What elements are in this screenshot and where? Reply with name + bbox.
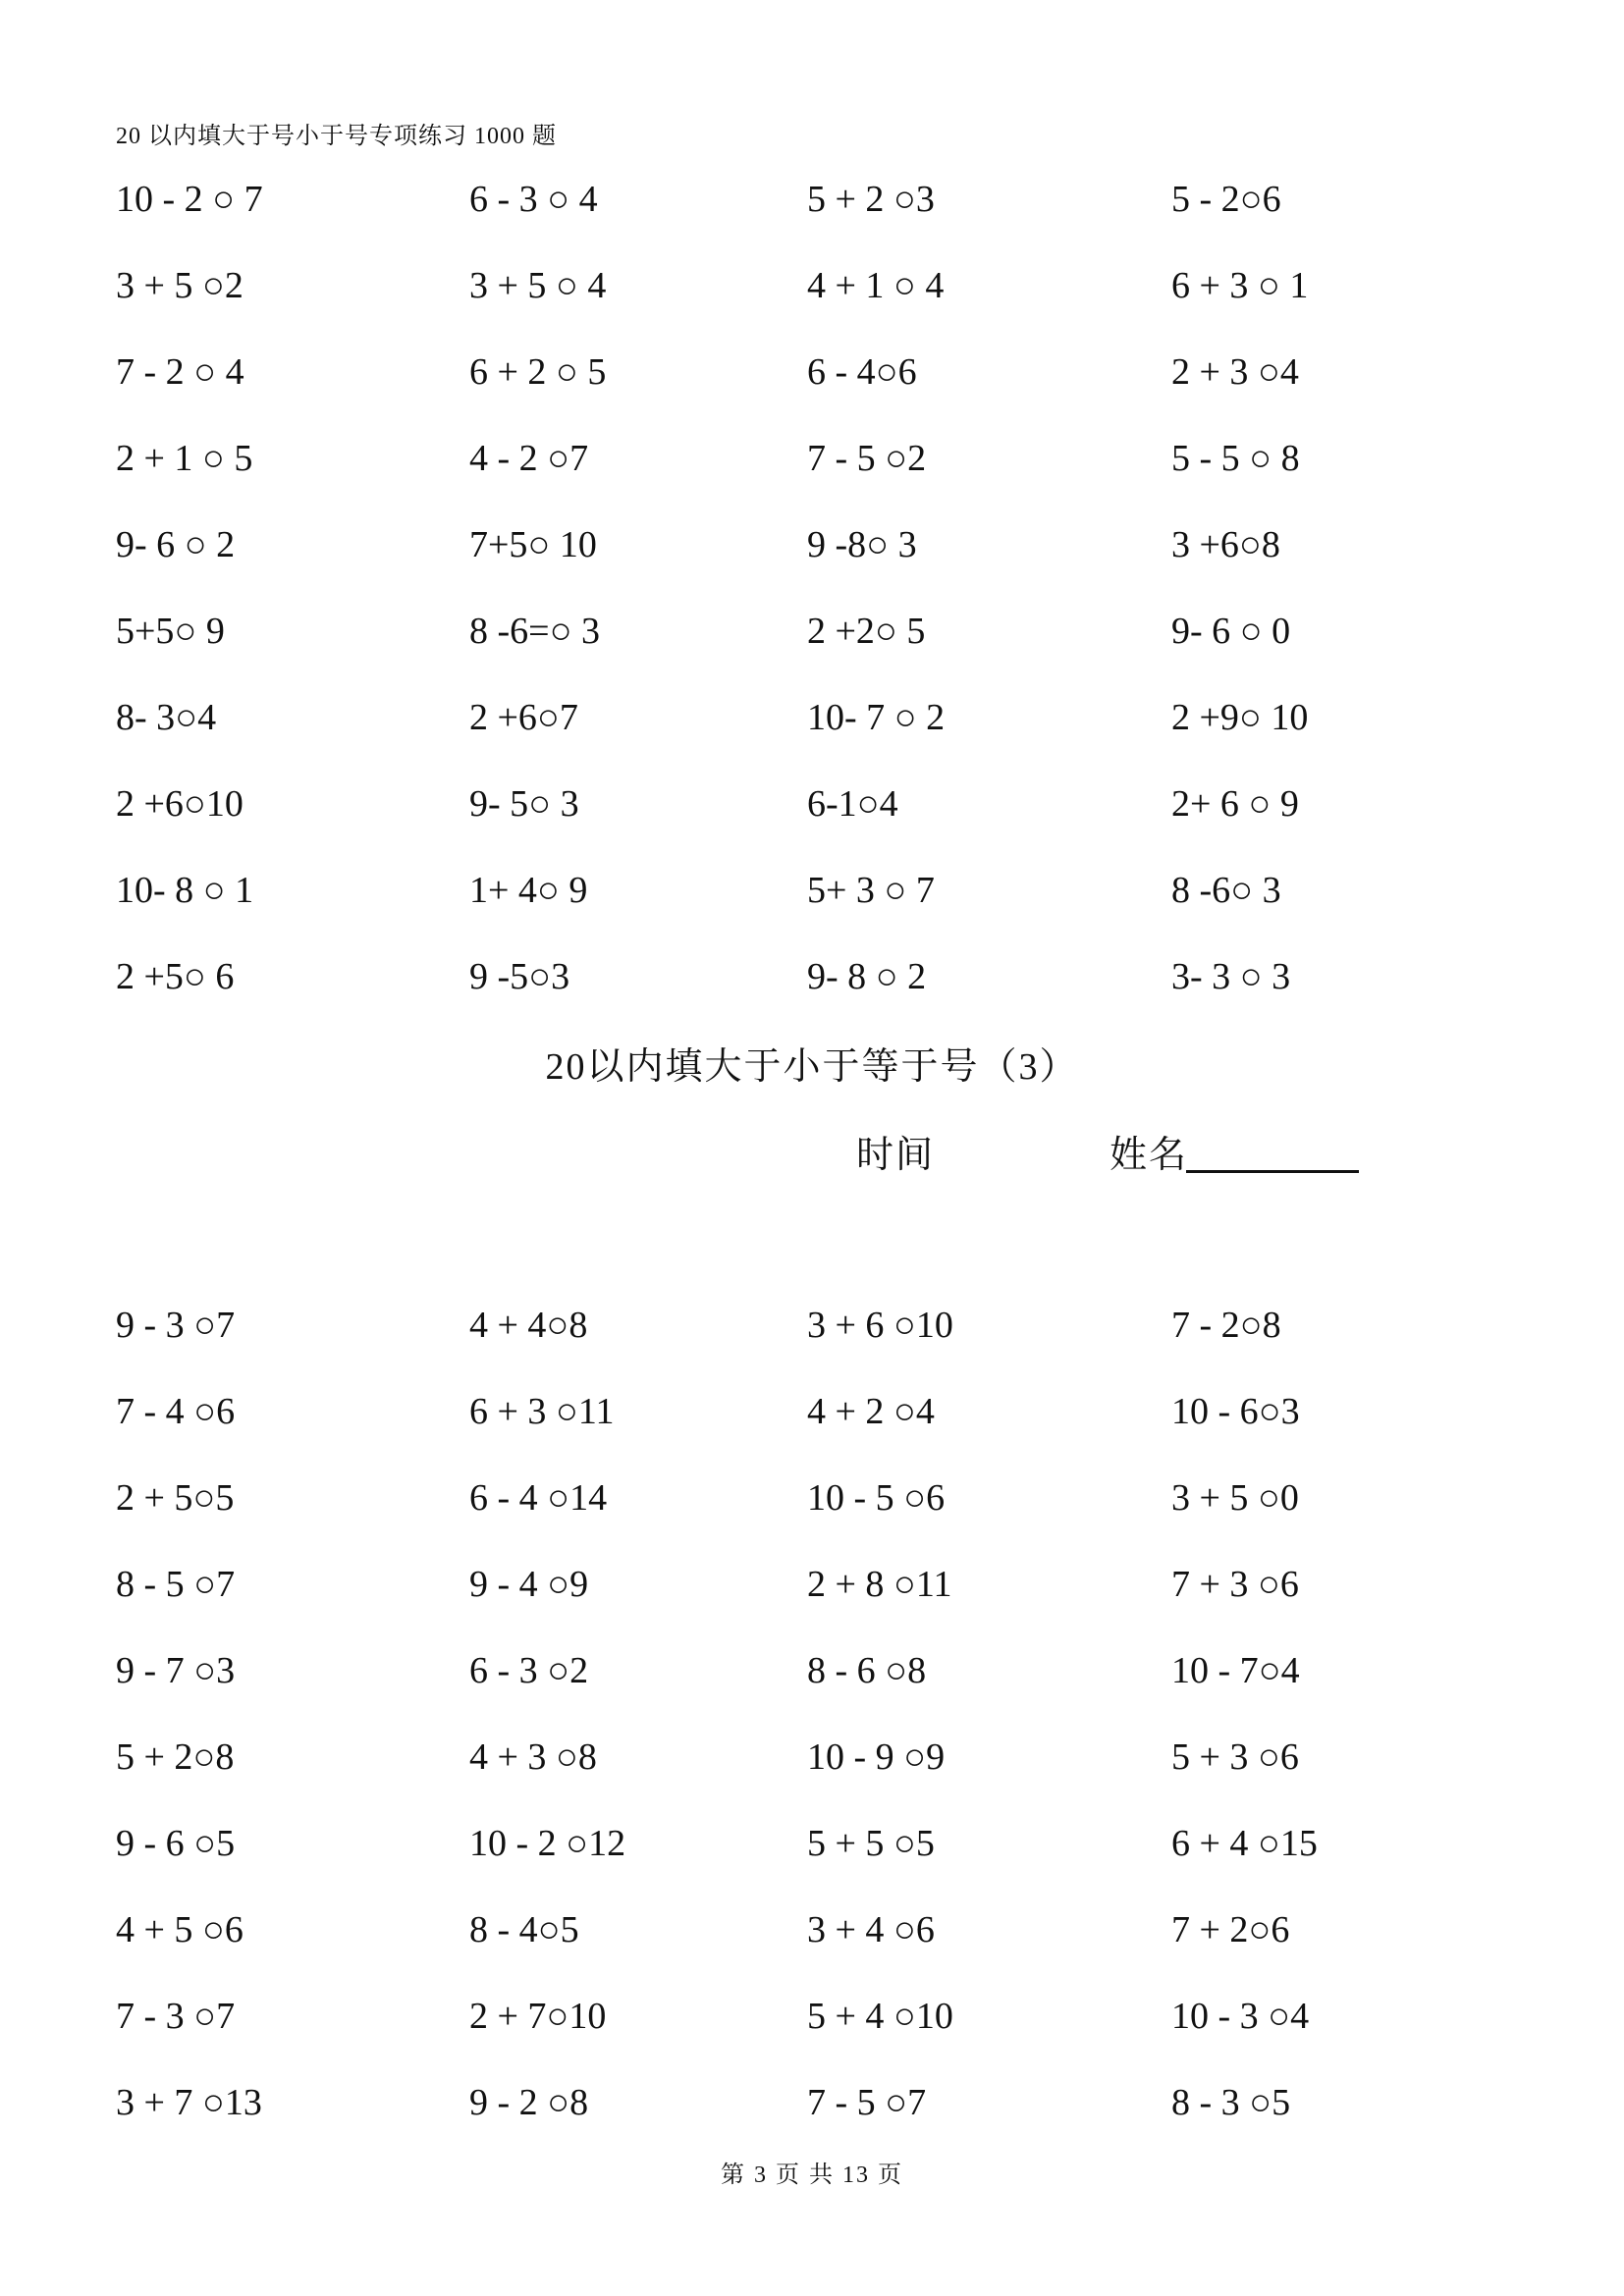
comparison-problem[interactable]: 10 - 6○3 [1171,1391,1300,1432]
name-blank-line[interactable] [1186,1170,1359,1173]
comparison-problem[interactable]: 6 + 3 ○11 [469,1391,615,1432]
comparison-problem[interactable]: 9 - 7 ○3 [116,1650,236,1691]
name-label: 姓名 [1110,1135,1189,1176]
comparison-problem[interactable]: 5 + 2○8 [116,1736,235,1778]
comparison-problem[interactable]: 5 - 2○6 [1171,179,1281,220]
comparison-problem[interactable]: 4 + 5 ○6 [116,1909,244,1950]
comparison-problem[interactable]: 10 - 2 ○12 [469,1823,626,1864]
comparison-problem[interactable]: 9- 6 ○ 2 [116,524,236,565]
comparison-problem[interactable]: 7 - 2 ○ 4 [116,351,244,393]
comparison-problem[interactable]: 1+ 4○ 9 [469,870,588,911]
exercise-row [116,434,1490,520]
exercise-row [116,1905,1490,1992]
comparison-problem[interactable]: 9 - 4 ○9 [469,1564,589,1605]
comparison-problem[interactable]: 6 + 2 ○ 5 [469,351,607,393]
comparison-problem[interactable]: 5 + 2 ○3 [807,179,935,220]
comparison-problem[interactable]: 7 + 3 ○6 [1171,1564,1299,1605]
comparison-problem[interactable]: 9- 8 ○ 2 [807,956,927,997]
comparison-problem[interactable]: 2 + 7○10 [469,1996,607,2037]
comparison-problem[interactable]: 9 -5○3 [469,956,570,997]
comparison-problem[interactable]: 6 - 4 ○14 [469,1477,608,1519]
page-footer: 第 3 页 共 13 页 [721,2163,903,2188]
comparison-problem[interactable]: 6 - 4○6 [807,351,917,393]
comparison-problem[interactable]: 9- 6 ○ 0 [1171,611,1291,652]
exercise-row [116,1646,1490,1733]
comparison-problem[interactable]: 7 + 2○6 [1171,1909,1290,1950]
exercise-row [116,952,1490,1039]
comparison-problem[interactable]: 4 + 4○8 [469,1305,588,1346]
exercise-row [116,866,1490,952]
comparison-problem[interactable]: 3 + 5 ○2 [116,265,244,306]
comparison-problem[interactable]: 5 + 3 ○6 [1171,1736,1299,1778]
comparison-problem[interactable]: 4 + 2 ○4 [807,1391,935,1432]
comparison-problem[interactable]: 10 - 5 ○6 [807,1477,946,1519]
comparison-problem[interactable]: 2 +6○7 [469,697,578,738]
comparison-problem[interactable]: 10 - 7○4 [1171,1650,1300,1691]
section-title: 20以内填大于小于等于号（3） [545,1046,1079,1088]
exercise-row [116,1819,1490,1905]
exercise-grid-1 [116,175,1490,1039]
exercise-row [116,2078,1490,2164]
comparison-problem[interactable]: 6 + 3 ○ 1 [1171,265,1309,306]
comparison-problem[interactable]: 2 + 5○5 [116,1477,235,1519]
comparison-problem[interactable]: 2 +5○ 6 [116,956,235,997]
comparison-problem[interactable]: 5+ 3 ○ 7 [807,870,935,911]
exercise-row [116,1387,1490,1473]
comparison-problem[interactable]: 9 - 6 ○5 [116,1823,236,1864]
comparison-problem[interactable]: 4 - 2 ○7 [469,438,589,479]
comparison-problem[interactable]: 5 - 5 ○ 8 [1171,438,1300,479]
comparison-problem[interactable]: 3 + 5 ○0 [1171,1477,1299,1519]
comparison-problem[interactable]: 3 + 5 ○ 4 [469,265,607,306]
comparison-problem[interactable]: 4 + 3 ○8 [469,1736,597,1778]
comparison-problem[interactable]: 8 - 3 ○5 [1171,2082,1291,2123]
exercise-row [116,261,1490,347]
exercise-row [116,520,1490,607]
comparison-problem[interactable]: 7 - 2○8 [1171,1305,1281,1346]
comparison-problem[interactable]: 2 +9○ 10 [1171,697,1309,738]
exercise-grid-2 [116,1301,1490,2164]
comparison-problem[interactable]: 5+5○ 9 [116,611,225,652]
comparison-problem[interactable]: 8- 3○4 [116,697,217,738]
comparison-problem[interactable]: 3- 3 ○ 3 [1171,956,1291,997]
comparison-problem[interactable]: 6 + 4 ○15 [1171,1823,1318,1864]
exercise-row [116,1473,1490,1560]
exercise-row [116,607,1490,693]
exercise-row [116,1560,1490,1646]
comparison-problem[interactable]: 3 + 7 ○13 [116,2082,262,2123]
comparison-problem[interactable]: 8 - 4○5 [469,1909,579,1950]
comparison-problem[interactable]: 8 - 5 ○7 [116,1564,236,1605]
comparison-problem[interactable]: 5 + 5 ○5 [807,1823,935,1864]
comparison-problem[interactable]: 10 - 3 ○4 [1171,1996,1310,2037]
comparison-problem[interactable]: 2 + 3 ○4 [1171,351,1299,393]
comparison-problem[interactable]: 9 - 2 ○8 [469,2082,589,2123]
comparison-problem[interactable]: 9 -8○ 3 [807,524,917,565]
exercise-row [116,1733,1490,1819]
comparison-problem[interactable]: 7 - 5 ○2 [807,438,927,479]
exercise-row [116,347,1490,434]
comparison-problem[interactable]: 7 - 4 ○6 [116,1391,236,1432]
comparison-problem[interactable]: 7 - 3 ○7 [116,1996,236,2037]
time-label: 时间 [856,1135,936,1176]
page-header: 20 以内填大于号小于号专项练习 1000 题 [116,124,557,149]
comparison-problem[interactable]: 4 + 1 ○ 4 [807,265,945,306]
comparison-problem[interactable]: 10 - 2 ○ 7 [116,179,263,220]
comparison-problem[interactable]: 6 - 3 ○ 4 [469,179,598,220]
comparison-problem[interactable]: 10- 7 ○ 2 [807,697,946,738]
comparison-problem[interactable]: 8 - 6 ○8 [807,1650,927,1691]
comparison-problem[interactable]: 9 - 3 ○7 [116,1305,236,1346]
comparison-problem[interactable]: 10- 8 ○ 1 [116,870,254,911]
comparison-problem[interactable]: 6-1○4 [807,783,898,825]
comparison-problem[interactable]: 8 -6=○ 3 [469,611,601,652]
comparison-problem[interactable]: 2 +6○10 [116,783,244,825]
comparison-problem[interactable]: 2 + 1 ○ 5 [116,438,253,479]
comparison-problem[interactable]: 5 + 4 ○10 [807,1996,953,2037]
exercise-row [116,175,1490,261]
comparison-problem[interactable]: 3 + 6 ○10 [807,1305,953,1346]
exercise-row [116,1301,1490,1387]
exercise-row [116,1992,1490,2078]
comparison-problem[interactable]: 7 - 5 ○7 [807,2082,927,2123]
comparison-problem[interactable]: 2 + 8 ○11 [807,1564,952,1605]
comparison-problem[interactable]: 2+ 6 ○ 9 [1171,783,1299,825]
exercise-row [116,779,1490,866]
comparison-problem[interactable]: 8 -6○ 3 [1171,870,1281,911]
exercise-row [116,693,1490,779]
comparison-problem[interactable]: 10 - 9 ○9 [807,1736,946,1778]
comparison-problem[interactable]: 9- 5○ 3 [469,783,579,825]
comparison-problem[interactable]: 2 +2○ 5 [807,611,926,652]
comparison-problem[interactable]: 6 - 3 ○2 [469,1650,589,1691]
comparison-problem[interactable]: 3 + 4 ○6 [807,1909,935,1950]
comparison-problem[interactable]: 7+5○ 10 [469,524,597,565]
comparison-problem[interactable]: 3 +6○8 [1171,524,1280,565]
